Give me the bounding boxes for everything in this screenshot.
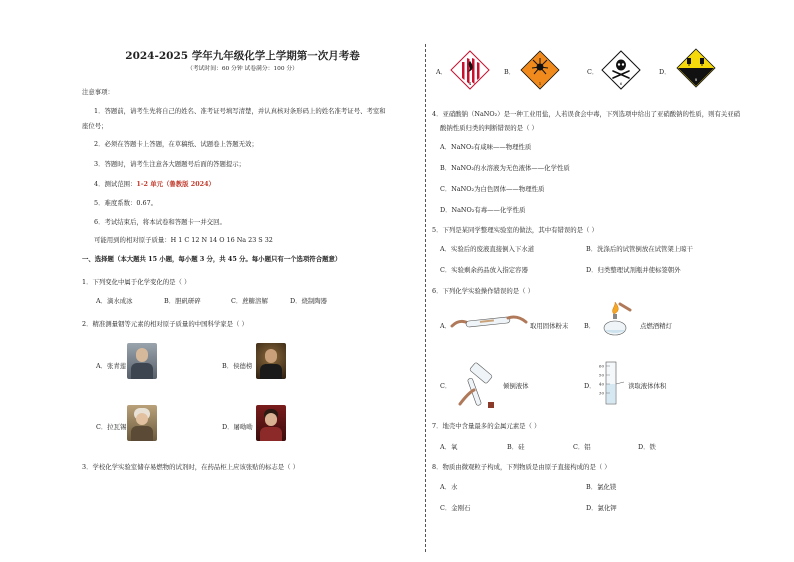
q3-option-a: A． <box>436 68 448 76</box>
powder-sampling-illustration <box>450 308 530 336</box>
q3-option-b: B． <box>504 68 516 76</box>
q8-option-b: B．氯化镁 <box>586 483 617 491</box>
cyl-tick-40: 40 <box>598 381 604 387</box>
q2-option-c: C．拉瓦锡 <box>96 423 127 431</box>
q2-stem: 2．精准测量铟等元素的相对原子质量的中国科学家是（ ） <box>82 320 248 328</box>
q5-option-a: A．实验后的废液直接倒入下水道 <box>440 245 535 253</box>
note-1: 1．答题前，请考生先将自己的姓名、准考证号填写清楚，并认真核对条形码上的姓名准考证号、考室和 <box>94 107 386 115</box>
note-1-cont: 座位号； <box>82 122 108 130</box>
q1-option-c: C．蔗糖溶解 <box>231 297 268 305</box>
cyl-tick-50: 50 <box>598 372 604 378</box>
q3-stem: 3．学校化学实验室储存易燃物的试剂时，在药品柜上应该张贴的标志是（ ） <box>82 463 299 471</box>
sign-d-number: 8 <box>694 77 698 82</box>
test-range: 1-2 单元（鲁教版 2024） <box>136 180 215 188</box>
q6-label-c: 倾倒液体 <box>503 382 529 390</box>
q4-option-d: D．NaNO₂有毒——化学性质 <box>440 206 526 214</box>
note-5: 5．难度系数：0.67。 <box>94 199 158 207</box>
q5-stem: 5．下列是某同学整理实验室的做法，其中有错误的是（ ） <box>432 226 598 234</box>
note-4 <box>94 180 215 188</box>
q1-option-d: D．烧制陶器 <box>290 297 328 305</box>
q6-label-a: 取用固体粉末 <box>530 322 569 330</box>
portrait-photo-c <box>127 405 157 441</box>
note-6: 6．考试结束后，将本试卷和答题卡一并交回。 <box>94 218 226 226</box>
q7-option-b: B．硅 <box>507 443 525 451</box>
q3-option-d: D． <box>659 68 671 76</box>
q6-option-b: B． <box>584 322 596 330</box>
q2-option-d: D．屠呦呦 <box>222 423 253 431</box>
q8-option-c: C．金刚石 <box>440 504 471 512</box>
q7-option-d: D．铁 <box>638 443 656 451</box>
note-3: 3．答题时，请考生注意各大题题号后面的答题提示； <box>94 160 246 168</box>
portrait-photo-a <box>127 343 157 379</box>
q6-stem: 6．下列化学实验操作错误的是（ ） <box>432 287 534 295</box>
graduated-cylinder-illustration <box>594 360 624 408</box>
q7-option-c: C．铝 <box>573 443 591 451</box>
q6-label-b: 点燃酒精灯 <box>640 322 672 330</box>
cyl-tick-60: 60 <box>598 363 604 369</box>
cyl-tick-30: 30 <box>598 390 604 396</box>
q3-option-c: C． <box>587 68 599 76</box>
explosive-sign-icon <box>520 50 560 90</box>
q6-option-d: D． <box>584 382 596 390</box>
q2-option-a: A．张青莲 <box>96 362 127 370</box>
exam-subtitle: （考试时间：60 分钟 试卷满分：100 分） <box>187 66 298 72</box>
pouring-liquid-illustration <box>452 356 502 412</box>
q8-option-a: A．水 <box>440 483 458 491</box>
q7-option-a: A．氧 <box>440 443 458 451</box>
q5-option-b: B．洗涤后的试管倒放在试管架上晾干 <box>586 245 693 253</box>
q4-stem-line1: 4．亚硝酸钠（NaNO₂）是一种工业用盐，人若误食会中毒，下列选项中给出了亚硝酸钠的性质，则有关亚硝 <box>432 110 741 118</box>
atomic-mass-note: 可能用到的相对原子质量：H 1 C 12 N 14 O 16 Na 23 S 32 <box>94 236 273 244</box>
exam-title: 2024-2025 学年九年级化学上学期第一次月考卷 <box>125 50 360 62</box>
q1-stem: 1．下列变化中属于化学变化的是（ ） <box>82 278 191 286</box>
q1-option-a: A．滴水成冰 <box>96 297 133 305</box>
toxic-sign-icon <box>601 50 641 90</box>
q1-option-b: B．胆矾研碎 <box>164 297 201 305</box>
q7-stem: 7．地壳中含量最多的金属元素是（ ） <box>432 422 541 430</box>
sign-c-number: 6 <box>619 81 623 86</box>
sign-a-number: 4 <box>468 81 472 86</box>
column-divider <box>425 44 426 552</box>
q5-option-c: C．实验剩余药品放入指定容器 <box>440 266 528 274</box>
q6-option-c: C． <box>440 382 452 390</box>
note-4-label: 4．测试范围： <box>94 180 137 188</box>
note-2: 2．必须在答题卡上答题，在草稿纸、试题卷上答题无效； <box>94 140 258 148</box>
q8-option-d: D．氯化钾 <box>586 504 617 512</box>
portrait-photo-d <box>256 405 286 441</box>
q2-option-b: B．侯德榜 <box>222 362 253 370</box>
q4-option-b: B．NaNO₂的水溶液为无色液体——化学性质 <box>440 164 570 172</box>
portrait-photo-b <box>256 343 286 379</box>
notes-heading: 注意事项： <box>82 88 114 96</box>
alcohol-lamp-illustration <box>596 300 636 336</box>
q4-option-a: A．NaNO₂有咸味——物理性质 <box>440 143 532 151</box>
q4-option-c: C．NaNO₂为白色固体——物理性质 <box>440 185 545 193</box>
q8-stem: 8．物质由微观粒子构成，下列物质是由原子直接构成的是（ ） <box>432 463 611 471</box>
sign-b-number: 1 <box>538 81 542 86</box>
section1-heading: 一、选择题（本大题共 15 小题，每小题 3 分，共 45 分。每小题只有一个选项符合题意） <box>82 255 342 263</box>
q6-label-d: 读取液体体积 <box>628 382 667 390</box>
corrosive-sign-icon <box>676 48 716 88</box>
q5-option-d: D．归类整理试剂瓶并使标签朝外 <box>586 266 681 274</box>
q4-stem-line2: 酸钠性质归类的判断错误的是（ ） <box>440 124 538 132</box>
flammable-solid-sign-icon <box>450 50 490 90</box>
q6-option-a: A． <box>440 322 452 330</box>
